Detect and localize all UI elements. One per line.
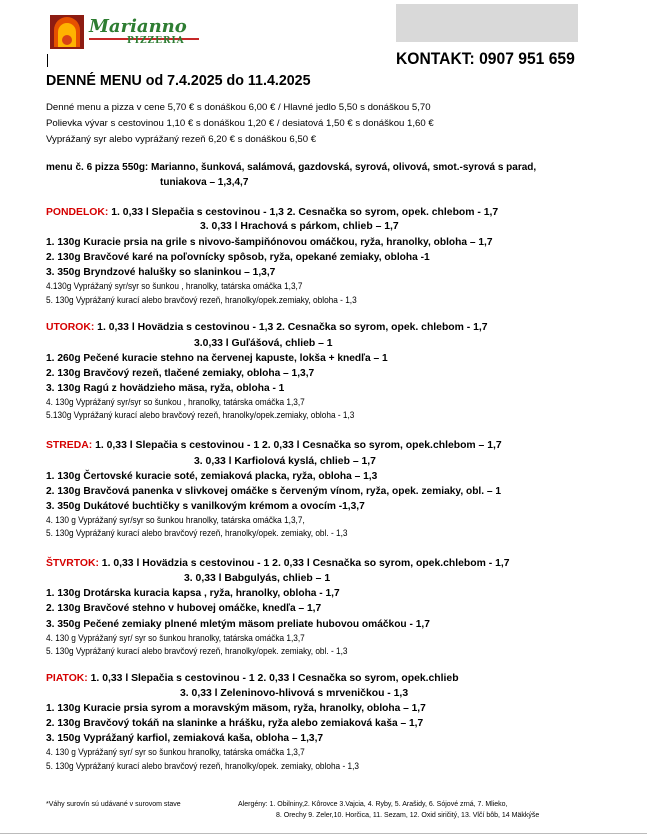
day-name: ŠTVRTOK: (46, 558, 99, 569)
dish-line-small: 4. 130 g Vyprážaný syr/syr so šunkou hranolky, tatárska omáčka 1,3,7, (46, 515, 305, 525)
soup-line: 1. 0,33 l Slepačia s cestovinou - 1 2. 0,33 l Cesnačka so syrom, opek.chlieb (87, 673, 459, 684)
logo-subtitle: PIZZERIA (127, 36, 185, 46)
dish-line: 2. 130g Bravčové karé na poľovnícky spôsob, ryža, opekané zemiaky, obloha -1 (46, 252, 430, 263)
price-line: Vyprážaný syr alebo vyprážaný rezeň 6,20 € s donáškou 6,50 € (46, 134, 317, 145)
dish-line: 1. 130g Drotárska kuracia kapsa , ryža, hranolky, obloha - 1,7 (46, 588, 340, 599)
soup-line: 3.0,33 l Guľášová, chlieb – 1 (194, 338, 333, 349)
page-title: DENNÉ MENU od 7.4.2025 do 11.4.2025 (46, 72, 311, 89)
weight-note: *Váhy surovín sú udávané v surovom stave (46, 801, 181, 808)
day-name: STREDA: (46, 440, 93, 451)
text-cursor (47, 54, 48, 67)
dish-line-small: 4. 130g Vyprážaný syr/syr so šunkou , hranolky, tatárska omáčka 1,3,7 (46, 397, 305, 407)
pizza-menu-line: menu č. 6 pizza 550g: Marianno, šunková, salámová, gazdovská, syrová, olivová, smot.-syrová s parad, (46, 162, 537, 173)
dish-line: 1. 260g Pečené kuracie stehno na červenej kapuste, lokša + knedľa – 1 (46, 353, 388, 364)
dish-line-small: 5. 130g Vyprážaný kurací alebo bravčový rezeň, hranolky/opek. zemiaky, obl. - 1,3 (46, 528, 348, 538)
dish-line: 1. 130g Kuracie prsia syrom a moravským mäsom, ryža, hranolky, obloha – 1,7 (46, 703, 426, 714)
dish-line: 3. 150g Vyprážaný karfiol, zemiaková kaša, obloha – 1,3,7 (46, 733, 324, 744)
dish-line-small: 5. 130g Vyprážaný kurací alebo bravčový rezeň, hranolky/opek.zemiaky, obloha - 1,3 (46, 295, 357, 305)
allergens-line: 8. Orechy 9. Zeler,10. Horčica, 11. Sezam, 12. Oxid siričitý, 13. Vlčí bôb, 14 Mäkkýše (276, 812, 540, 819)
dish-line: 1. 130g Kuracie prsia na grile s nivovo-šampiňónovou omáčkou, ryža, hranolky, obloha – 1,7 (46, 237, 493, 248)
dish-line-small: 4.130g Vyprážaný syr/syr so šunkou , hranolky, tatárska omáčka 1,3,7 (46, 281, 303, 291)
price-line: Denné menu a pizza v cene 5,70 € s donáškou 6,00 € / Hlavné jedlo 5,50 s donáškou 5,70 (46, 102, 431, 113)
dish-line: 1. 130g Čertovské kuracie soté, zemiaková placka, ryža, obloha – 1,3 (46, 471, 378, 482)
dish-line: 3. 350g Pečené zemiaky plnené mletým mäsom preliate hubovou omáčkou - 1,7 (46, 619, 430, 630)
dish-line-small: 5. 130g Vyprážaný kurací alebo bravčový rezeň, hranolky/opek. zemiaky, obl. - 1,3 (46, 646, 348, 656)
dish-line: 2. 130g Bravčový rezeň, tlačené zemiaky, obloha – 1,3,7 (46, 368, 315, 379)
dish-line: 3. 350g Dukátové buchtičky s vanilkovým krémom a ovocím -1,3,7 (46, 501, 365, 512)
dish-line-small: 4. 130 g Vyprážaný syr/ syr so šunkou hranolky, tatárska omáčka 1,3,7 (46, 633, 305, 643)
price-line: Polievka vývar s cestovinou 1,10 € s donáškou 1,20 € / desiatová 1,50 € s donáškou 1,60 € (46, 118, 434, 129)
allergens-line: Alergény: 1. Obilniny,2. Kôrovce 3.Vajcia, 4. Ryby, 5. Arašidy, 6. Sójové zrná, 7. Mlieko, (238, 801, 508, 808)
dish-line: 2. 130g Bravčová panenka v slivkovej omáčke s červeným vínom, ryža, opek. zemiaky, obl. – 1 (46, 486, 502, 497)
dish-line: 2. 130g Bravčové stehno v hubovej omáčke, knedľa – 1,7 (46, 603, 322, 614)
soup-line: 1. 0,33 l Hovädzia s cestovinou - 1,3 2. Cesnačka so syrom, opek. chlebom - 1,7 (94, 322, 488, 333)
header-gray-box (396, 4, 578, 42)
pizza-oven-icon (49, 14, 85, 50)
day-friday (46, 673, 459, 684)
dish-line-small: 5. 130g Vyprážaný kurací alebo bravčový rezeň, hranolky/opek. zemiaky, obloha - 1,3 (46, 761, 360, 771)
dish-line: 2. 130g Bravčový tokáň na slaninke a hrášku, ryža alebo zemiaková kaša – 1,7 (46, 718, 424, 729)
soup-line: 1. 0,33 l Slepačia s cestovinou - 1,3 2. Cesnačka so syrom, opek. chlebom - 1,7 (108, 207, 499, 218)
soup-line: 1. 0,33 l Hovädzia s cestovinou - 1 2. 0,33 l Cesnačka so syrom, opek.chlebom - 1,7 (98, 558, 510, 569)
day-thursday (46, 558, 510, 569)
dish-line: 3. 350g Bryndzové halušky so slaninkou – 1,3,7 (46, 267, 276, 278)
soup-line: 3. 0,33 l Babgulyás, chlieb – 1 (184, 573, 331, 584)
day-name: PIATOK: (46, 673, 88, 684)
logo-name: Marianno (89, 16, 187, 37)
dish-line: 3. 130g Ragú z hovädzieho mäsa, ryža, obloha - 1 (46, 383, 285, 394)
soup-line: 3. 0,33 l Hrachová s párkom, chlieb – 1,7 (200, 221, 399, 232)
contact-phone: KONTAKT: 0907 951 659 (396, 49, 575, 68)
dish-line-small: 5.130g Vyprážaný kurací alebo bravčový rezeň, hranolky/opek.zemiaky, obloha - 1,3 (46, 410, 355, 420)
day-name: UTOROK: (46, 322, 95, 333)
day-name: PONDELOK: (46, 207, 109, 218)
page-bottom-divider (0, 833, 647, 834)
day-wednesday (46, 440, 502, 451)
soup-line: 3. 0,33 l Zeleninovo-hlivová s mrveničkou - 1,3 (180, 688, 409, 699)
pizza-menu-line: tuniakova – 1,3,4,7 (160, 177, 249, 188)
day-monday (46, 207, 498, 218)
soup-line: 3. 0,33 l Karfiolová kyslá, chlieb – 1,7 (194, 456, 376, 467)
pizzeria-logo (49, 14, 199, 50)
day-tuesday (46, 322, 488, 333)
dish-line-small: 4. 130 g Vyprážaný syr/ syr so šunkou hranolky, tatárska omáčka 1,3,7 (46, 747, 305, 757)
soup-line: 1. 0,33 l Slepačia s cestovinou - 1 2. 0,33 l Cesnačka so syrom, opek.chlebom – 1,7 (92, 440, 502, 451)
